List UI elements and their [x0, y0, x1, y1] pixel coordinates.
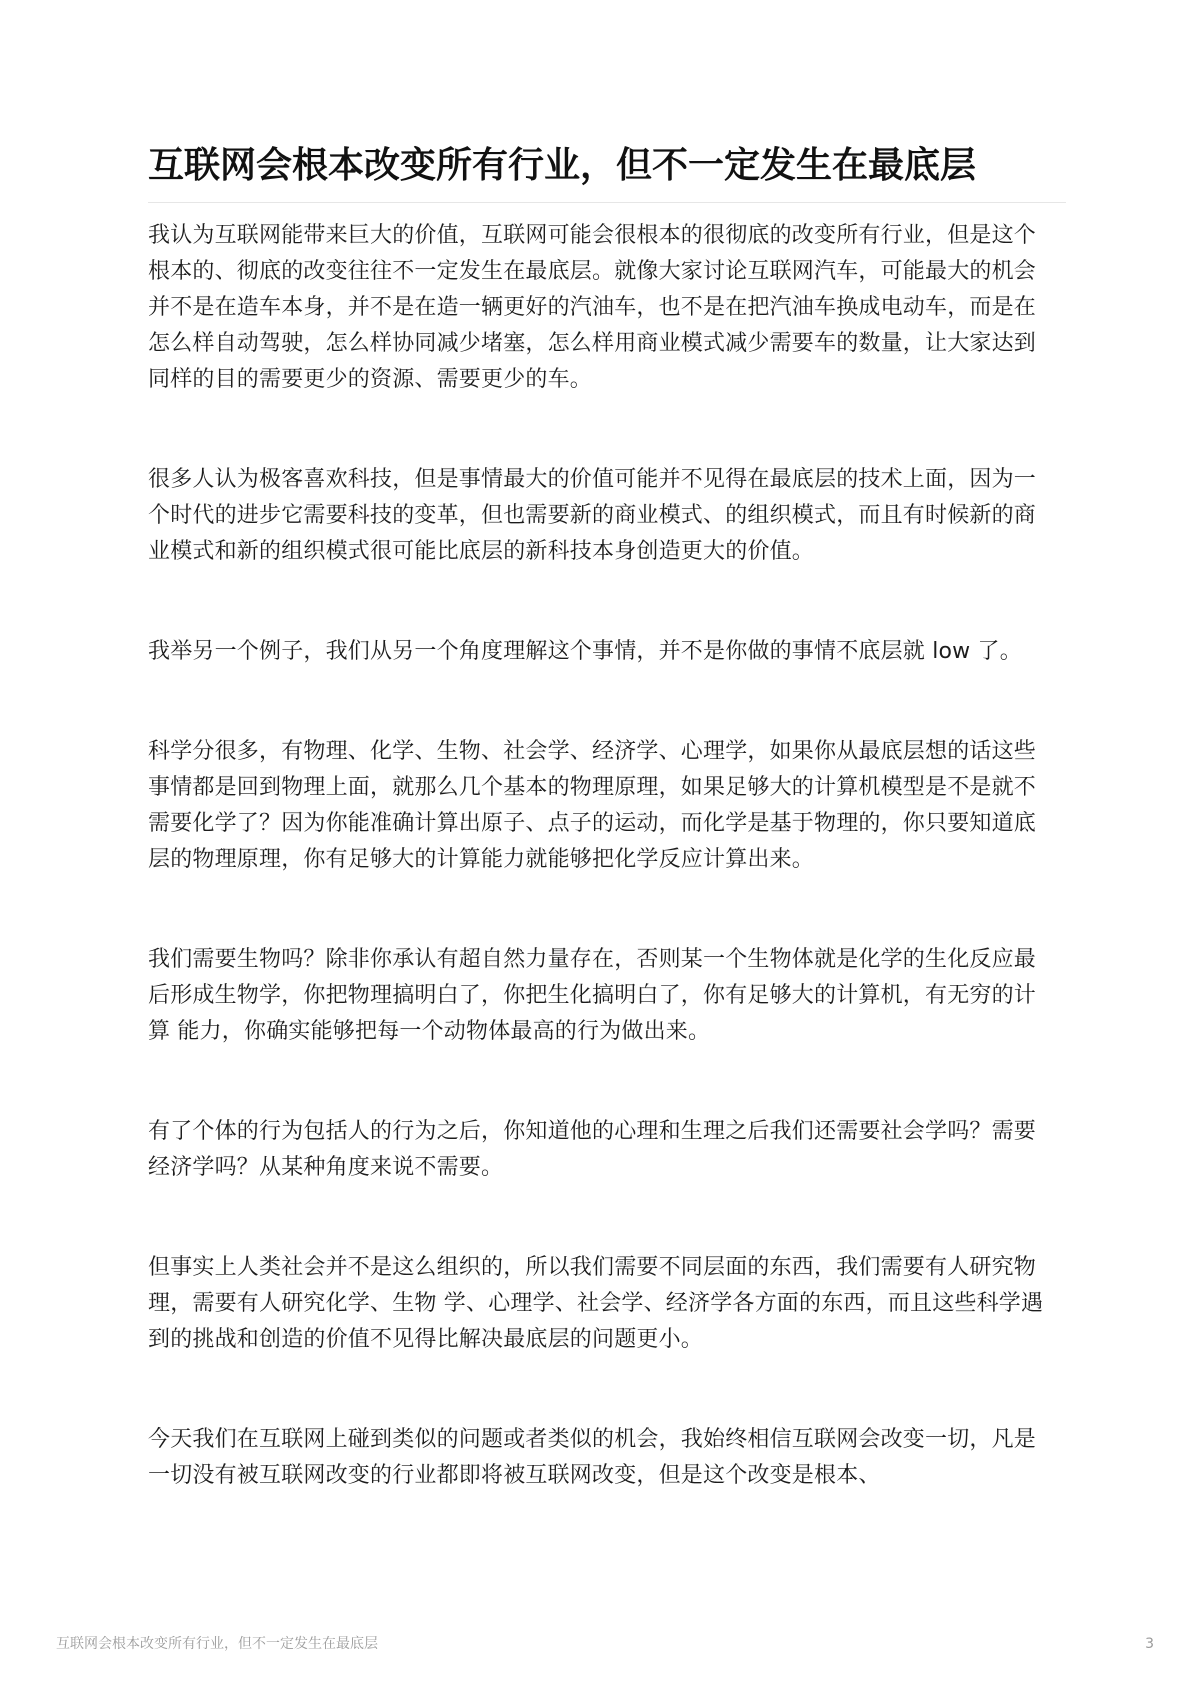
paragraph: 但事实上人类社会并不是这么组织的，所以我们需要不同层面的东西，我们需要有人研究物理，需要有人研究化学、生物 学、心理学、社会学、经济学各方面的东西，而且这些科学遇到的挑战和创造的价值不见得比解决最底层的问题更小。 — [148, 1255, 1044, 1352]
paragraph: 我举另一个例子，我们从另一个角度理解这个事情，并不是你做的事情不底层就 low 了。 — [148, 639, 1022, 664]
page-title: 互联网会根本改变所有行业，但不一定发生在最底层 — [148, 145, 977, 186]
title-divider — [148, 202, 1066, 203]
page-number: 3 — [1145, 1636, 1154, 1652]
paragraph: 科学分很多，有物理、化学、生物、社会学、经济学、心理学，如果你从最底层想的话这些事情都是回到物理上面，就那么几个基本的物理原理，如果足够大的计算机模型是不是就不需要化学了？因为你能准确计算出原子、点子的运动，而化学是基于物理的，你只要知道底层的物理原理，你有足够大的计算能力就能够把化学反应计算出来。 — [148, 739, 1037, 872]
footer-document-title: 互联网会根本改变所有行业，但不一定发生在最底层 — [56, 1636, 378, 1652]
paragraph: 我认为互联网能带来巨大的价值，互联网可能会很根本的很彻底的改变所有行业，但是这个根本的、彻底的改变往往不一定发生在最底层。就像大家讨论互联网汽车，可能最大的机会并不是在造车本身，并不是在造一辆更好的汽油车，也不是在把汽油车换成电动车，而是在怎么样自动驾驶，怎么样协同减少堵塞，怎么样用商业模式减少需要车的数量，让大家达到同样的目的需要更少的资源、需要更少的车。 — [148, 223, 1037, 392]
article-body — [148, 218, 1054, 1558]
paragraph: 很多人认为极客喜欢科技，但是事情最大的价值可能并不见得在最底层的技术上面，因为一个时代的进步它需要科技的变革，但也需要新的商业模式、的组织模式，而且有时候新的商业模式和新的组织模式很可能比底层的新科技本身创造更大的价值。 — [148, 467, 1037, 564]
paragraph: 有了个体的行为包括人的行为之后，你知道他的心理和生理之后我们还需要社会学吗？需要经济学吗？从某种角度来说不需要。 — [148, 1119, 1037, 1180]
paragraph: 我们需要生物吗？除非你承认有超自然力量存在，否则某一个生物体就是化学的生化反应最后形成生物学，你把物理搞明白了，你把生化搞明白了，你有足够大的计算机，有无穷的计算 能力，你确实能够把每一个动物体最高的行为做出来。 — [148, 947, 1037, 1044]
paragraph: 今天我们在互联网上碰到类似的问题或者类似的机会，我始终相信互联网会改变一切，凡是一切没有被互联网改变的行业都即将被互联网改变，但是这个改变是根本、 — [148, 1427, 1037, 1488]
